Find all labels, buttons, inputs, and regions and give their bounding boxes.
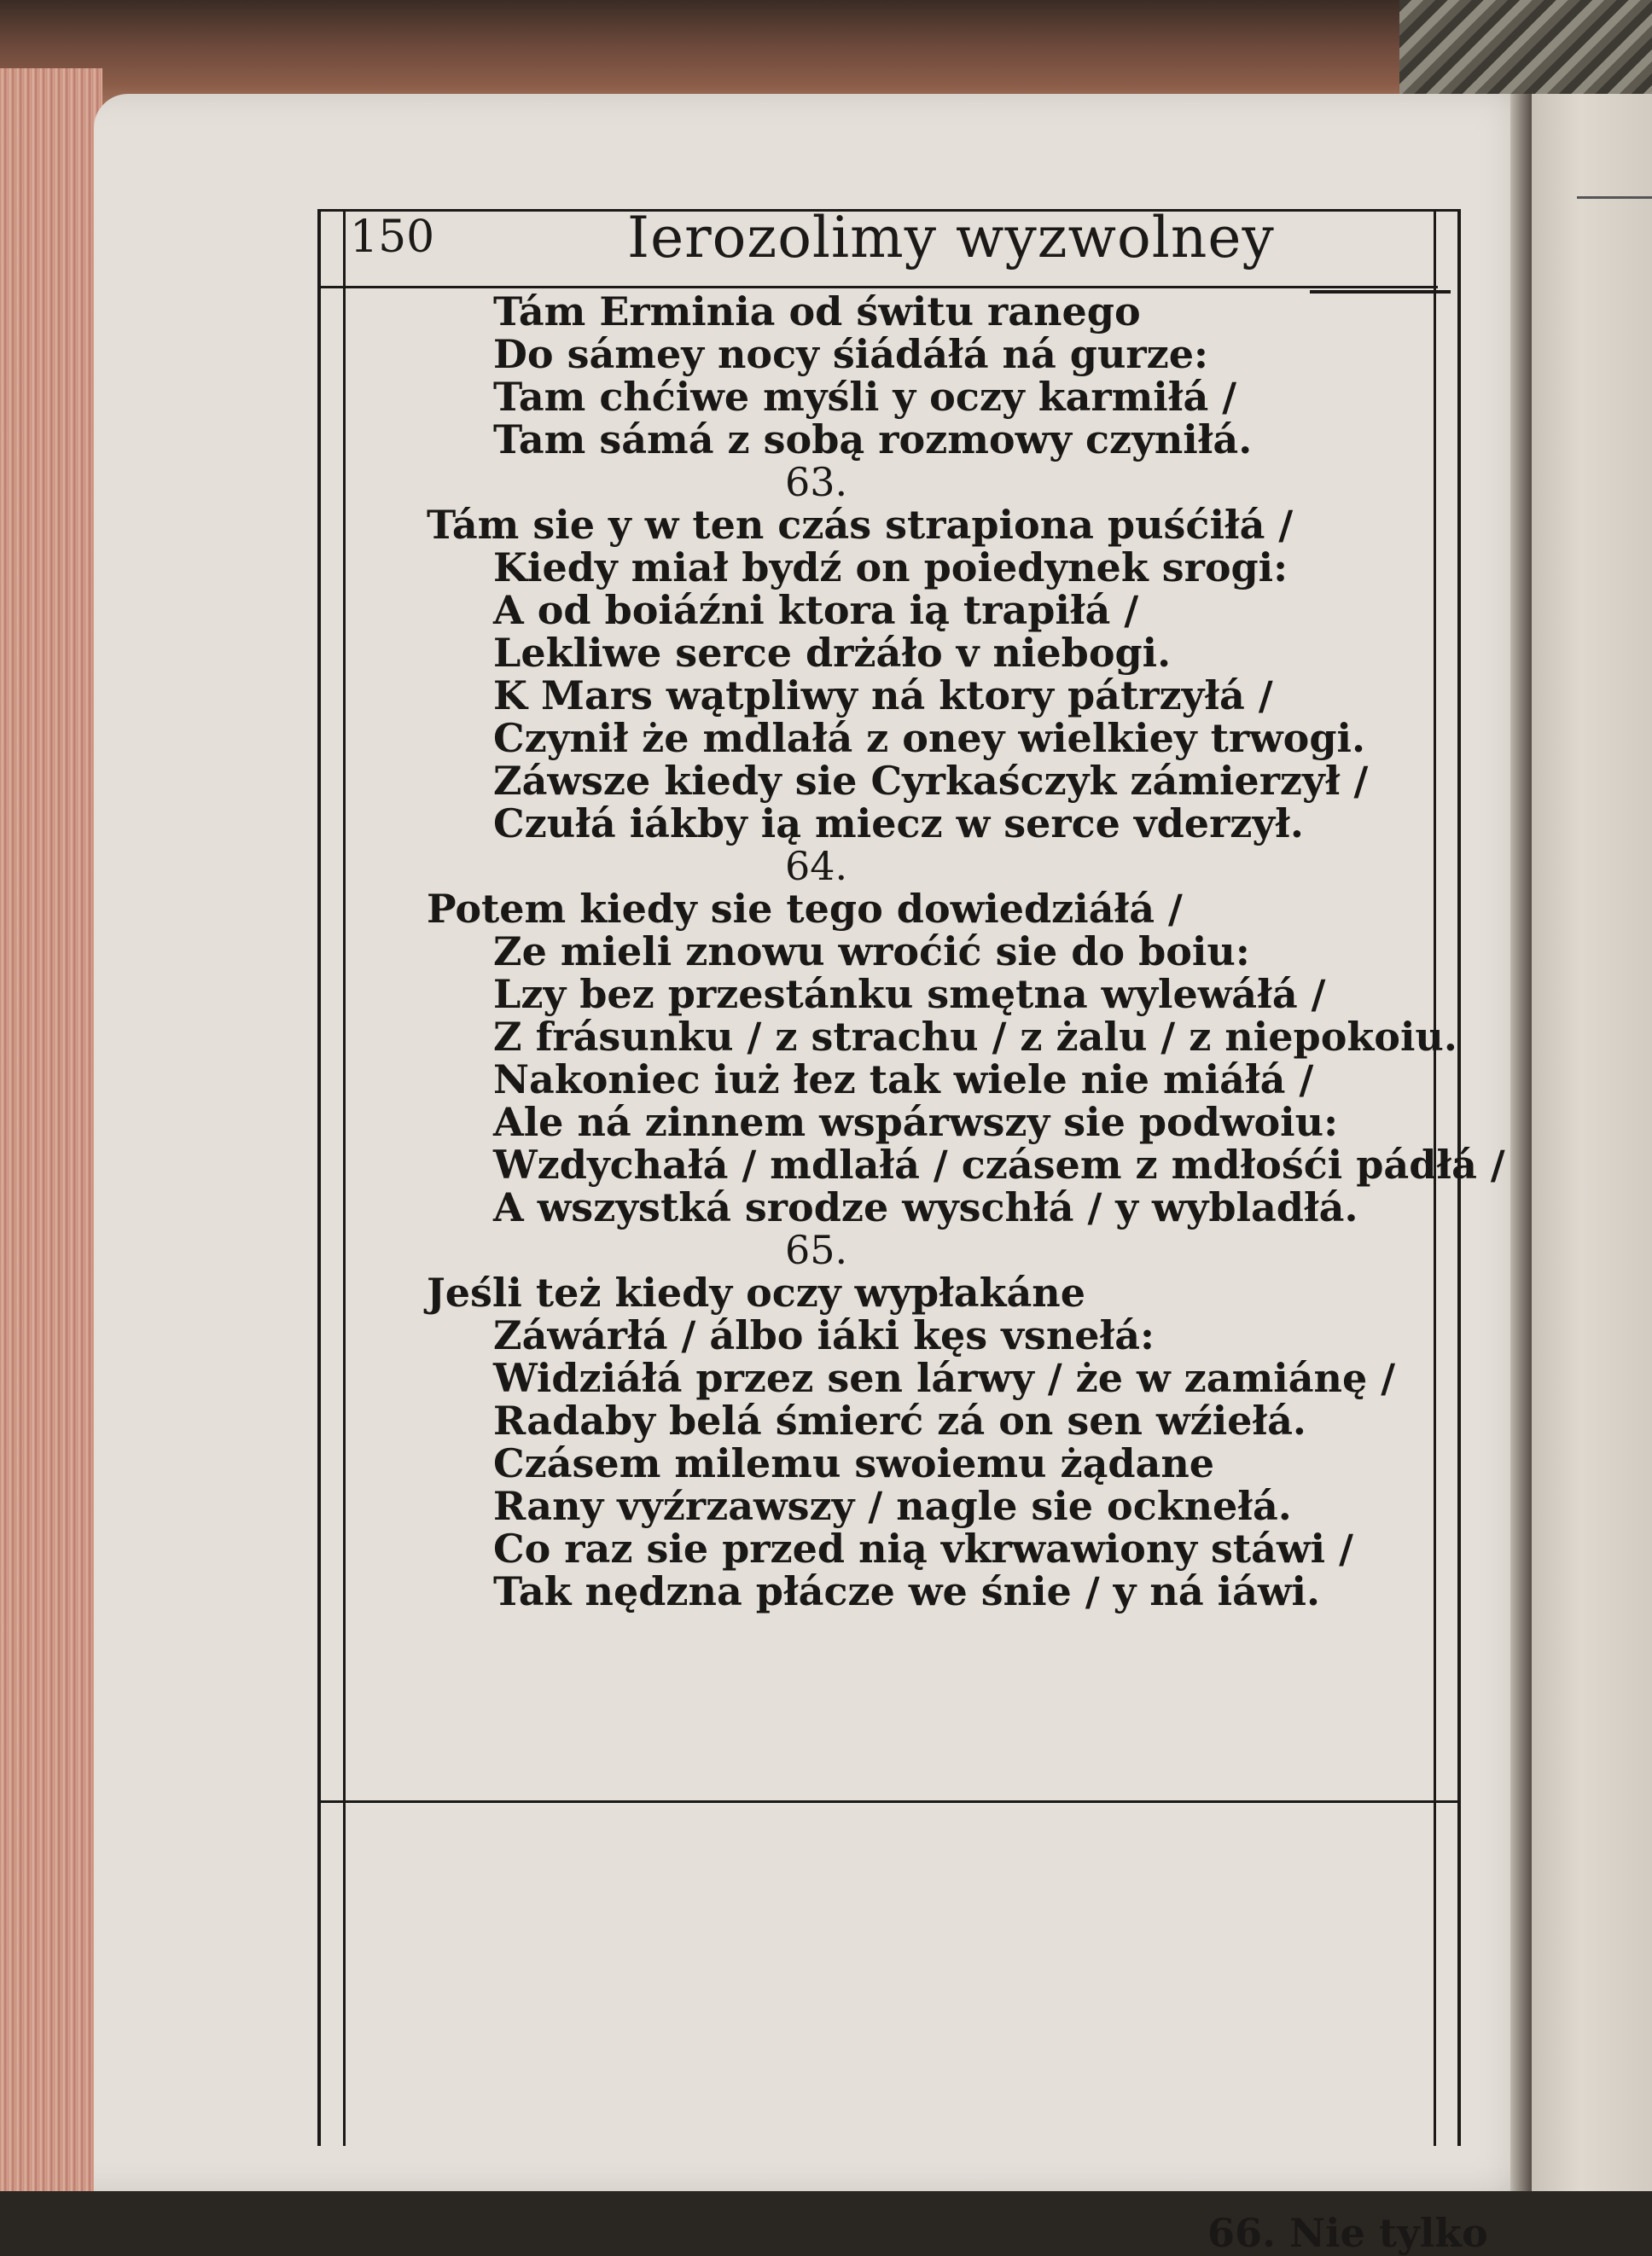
frame-left-outer: [317, 209, 321, 2146]
verse-line: Lzy bez przestánku smętna wylewáłá /: [493, 971, 1326, 1017]
verse-line: Radaby belá śmierć zá on sen wźiełá.: [493, 1398, 1306, 1444]
verse-line: Jeśli też kiedy oczy wypłakáne: [427, 1270, 1086, 1316]
verse-line: Nakoniec iuż łez tak wiele nie miáłá /: [493, 1056, 1314, 1102]
verse-line: Tak nędzna płácze we śnie / y ná iáwi.: [493, 1568, 1321, 1614]
running-head: Ierozolimy wyzwolney: [627, 205, 1275, 270]
verse-line: A wszystká srodze wyschłá / y wybladłá.: [493, 1184, 1358, 1230]
verse-line: Do sámey nocy śiádáłá ná gurze:: [493, 331, 1208, 377]
verse-line: Tám sie y w ten czás strapiona puśćiłá /: [427, 502, 1294, 548]
spine-headband: [1399, 0, 1652, 94]
poem-text: [427, 288, 1505, 1614]
verse-line: Záwsze kiedy sie Cyrkaśczyk zámierzył /: [493, 758, 1369, 804]
verse-line: K Mars wątpliwy ná ktory pátrzyłá /: [493, 672, 1273, 718]
verse-line: Ale ná zinnem wspárwszy sie podwoiu:: [493, 1099, 1339, 1145]
frame-left-inner: [343, 209, 346, 2146]
frame-bottom-rule: [320, 1800, 1459, 1803]
verse-line: Czynił że mdlałá z oney wielkiey trwogi.: [493, 715, 1365, 761]
verse-line: Tám Erminia od świtu ranego: [493, 288, 1141, 334]
catchword: 66. Nie tylko: [1207, 2210, 1488, 2256]
right-page-edge: [1532, 60, 1652, 2191]
right-page-rule: [1577, 196, 1652, 199]
page-edges: [0, 68, 102, 2191]
verse-line: Rany vyźrzawszy / nagle sie ocknełá.: [493, 1483, 1292, 1529]
verse-line: Záwárłá / álbo iáki kęs vsnełá:: [493, 1312, 1155, 1358]
verse-line: A od boiáźni ktora ią trapiłá /: [493, 587, 1139, 633]
stanza-number: 63.: [785, 459, 848, 505]
verse-line: Widziáłá przez sen lárwy / że w zamiánę /: [493, 1355, 1396, 1401]
stanza-number: 64.: [785, 843, 848, 889]
verse-line: Z frásunku / z strachu / z żalu / z niepokoiu.: [493, 1014, 1457, 1060]
page-number: 150: [350, 212, 435, 263]
verse-line: Czásem milemu swoiemu żądane: [493, 1440, 1215, 1486]
verse-line: Co raz sie przed nią vkrwawiony stáwi /: [493, 1526, 1353, 1572]
stanza-number: 65.: [785, 1227, 848, 1273]
verse-line: Czułá iákby ią miecz w serce vderzył.: [493, 800, 1304, 846]
verse-line: Lekliwe serce drżáło v niebogi.: [493, 630, 1172, 676]
verse-line: Kiedy miał bydź on poiedynek srogi:: [493, 544, 1288, 590]
verse-line: Potem kiedy sie tego dowiedziáłá /: [427, 886, 1183, 932]
verse-line: Tam sámá z sobą rozmowy czyniłá.: [493, 416, 1253, 462]
verse-line: Tam chćiwe myśli y oczy karmiłá /: [493, 374, 1237, 420]
verse-line: Wzdychałá / mdlałá / czásem z mdłośći pádłá /: [493, 1142, 1505, 1188]
verse-line: Ze mieli znowu wroćić sie do boiu:: [493, 928, 1250, 974]
